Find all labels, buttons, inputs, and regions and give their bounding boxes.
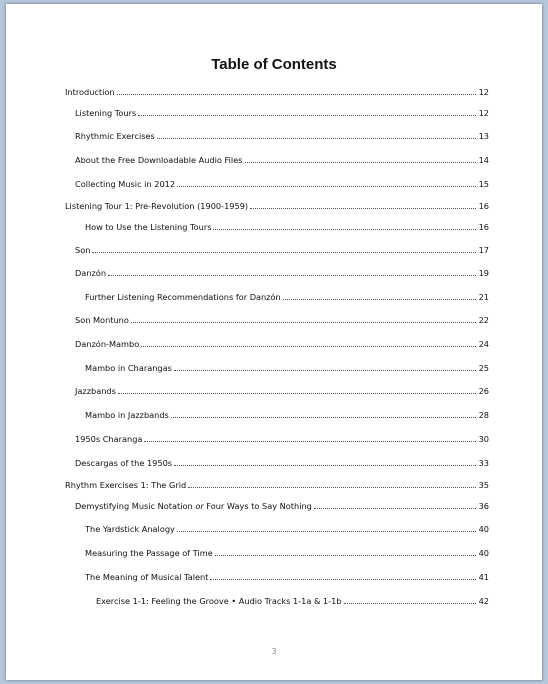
dot-leader	[118, 392, 476, 394]
toc-entry[interactable]	[75, 179, 489, 190]
toc-entry-page: 40	[478, 548, 489, 558]
dot-leader	[210, 578, 476, 580]
toc-entry-page: 33	[478, 458, 489, 468]
toc-entry-label: Mambo in Charangas	[85, 363, 172, 373]
toc-entry-page: 16	[478, 222, 489, 232]
toc-entry-page: 15	[478, 179, 489, 189]
toc-entry-page: 22	[478, 315, 489, 325]
dot-leader	[177, 185, 476, 187]
toc-entry-label: 1950s Charanga	[75, 434, 143, 444]
dot-leader	[188, 486, 476, 488]
toc-entry-label: Introduction	[65, 87, 115, 97]
toc-entry-label-part: Demystifying Music Notation	[75, 501, 196, 511]
toc-entry[interactable]	[75, 386, 489, 397]
toc-entry-label: Danzón	[75, 268, 107, 278]
toc-entry[interactable]	[96, 596, 489, 607]
dot-leader	[283, 298, 476, 300]
toc-entry-page: 13	[478, 131, 489, 141]
toc-entry-label: Rhythm Exercises 1: The Grid	[65, 480, 187, 490]
toc-entry-label: Son Montuno	[75, 315, 129, 325]
dot-leader	[144, 440, 476, 442]
toc-entry-page: 21	[478, 292, 489, 302]
dot-leader	[157, 137, 476, 139]
toc-entry-page: 16	[478, 201, 489, 211]
dot-leader	[174, 464, 476, 466]
dot-leader	[245, 161, 477, 163]
toc-entry-page: 28	[478, 410, 489, 420]
toc-entry[interactable]	[85, 548, 489, 559]
toc-entry[interactable]	[65, 480, 489, 491]
toc-entry-page: 24	[478, 339, 489, 349]
dot-leader	[108, 274, 476, 276]
toc-entry-label: How to Use the Listening Tours	[85, 222, 212, 232]
toc-entry-label: Listening Tours	[75, 108, 137, 118]
page-number: 3	[271, 647, 277, 656]
document-page	[6, 4, 542, 680]
dot-leader	[117, 93, 476, 95]
toc-entry[interactable]	[75, 155, 489, 166]
toc-entry-label: Further Listening Recommendations for Danzón	[85, 292, 281, 302]
toc-entry-label-italic: or	[195, 501, 204, 511]
toc-entry-page: 36	[478, 501, 489, 511]
dot-leader	[131, 321, 476, 323]
dot-leader	[138, 114, 476, 116]
toc-entry-page: 26	[478, 386, 489, 396]
toc-entry-page: 35	[478, 480, 489, 490]
dot-leader	[171, 416, 476, 418]
toc-entry-label: Son	[75, 245, 91, 255]
toc-entry[interactable]	[85, 524, 489, 535]
toc-entry[interactable]	[75, 458, 489, 469]
toc-entry-page: 12	[478, 108, 489, 118]
toc-entry-page: 17	[478, 245, 489, 255]
toc-entry[interactable]	[85, 410, 489, 421]
dot-leader	[174, 369, 476, 371]
toc-entry[interactable]	[65, 87, 489, 98]
dot-leader	[250, 207, 476, 209]
toc-entry-label: Listening Tour 1: Pre-Revolution (1900-1959)	[65, 201, 249, 211]
toc-entry-label: Mambo in Jazzbands	[85, 410, 169, 420]
toc-entry-page: 14	[478, 155, 489, 165]
toc-entry[interactable]	[75, 108, 489, 119]
toc-entry-page: 25	[478, 363, 489, 373]
dot-leader	[344, 602, 477, 604]
dot-leader	[177, 530, 476, 532]
toc-entry[interactable]	[85, 222, 489, 233]
dot-leader	[92, 251, 476, 253]
toc-entry-page: 30	[478, 434, 489, 444]
toc-entry-page: 42	[478, 596, 489, 606]
toc-entry[interactable]	[85, 572, 489, 583]
toc-entry-page: 19	[478, 268, 489, 278]
toc-entry-label: Danzón-Mambo	[75, 339, 140, 349]
toc-entry-label: Measuring the Passage of Time	[85, 548, 213, 558]
toc-entry-label: Descargas of the 1950s	[75, 458, 173, 468]
toc-entry[interactable]	[75, 315, 489, 326]
toc-entry[interactable]	[65, 201, 489, 212]
toc-entry-label: The Yardstick Analogy	[85, 524, 175, 534]
toc-entry[interactable]	[75, 339, 489, 350]
dot-leader	[141, 345, 476, 347]
toc-entry[interactable]	[85, 292, 489, 303]
dot-leader	[215, 554, 476, 556]
toc-entry[interactable]	[85, 363, 489, 374]
toc-entry[interactable]	[75, 131, 489, 142]
toc-entry-label: The Meaning of Musical Talent	[85, 572, 209, 582]
toc-entry-label: Exercise 1-1: Feeling the Groove • Audio Tracks 1-1a & 1-1b	[96, 596, 342, 606]
toc-entry-label: Jazzbands	[75, 386, 116, 396]
toc-entry[interactable]	[75, 434, 489, 445]
toc-entry-page: 41	[478, 572, 489, 582]
page-title: Table of Contents	[211, 56, 337, 73]
toc-entry-label: Collecting Music in 2012	[75, 179, 176, 189]
toc-entry-label-part: Four Ways to Say Nothing	[203, 501, 312, 511]
toc-entry-label	[75, 501, 312, 512]
toc-entry[interactable]	[75, 501, 489, 512]
toc-entry-page: 12	[478, 87, 489, 97]
toc-entry[interactable]	[75, 245, 489, 256]
dot-leader	[314, 507, 476, 509]
toc-entry-page: 40	[478, 524, 489, 534]
toc-entry[interactable]	[75, 268, 489, 279]
dot-leader	[213, 228, 476, 230]
toc-entry-label: Rhythmic Exercises	[75, 131, 155, 141]
toc-entry-label: About the Free Downloadable Audio Files	[75, 155, 243, 165]
